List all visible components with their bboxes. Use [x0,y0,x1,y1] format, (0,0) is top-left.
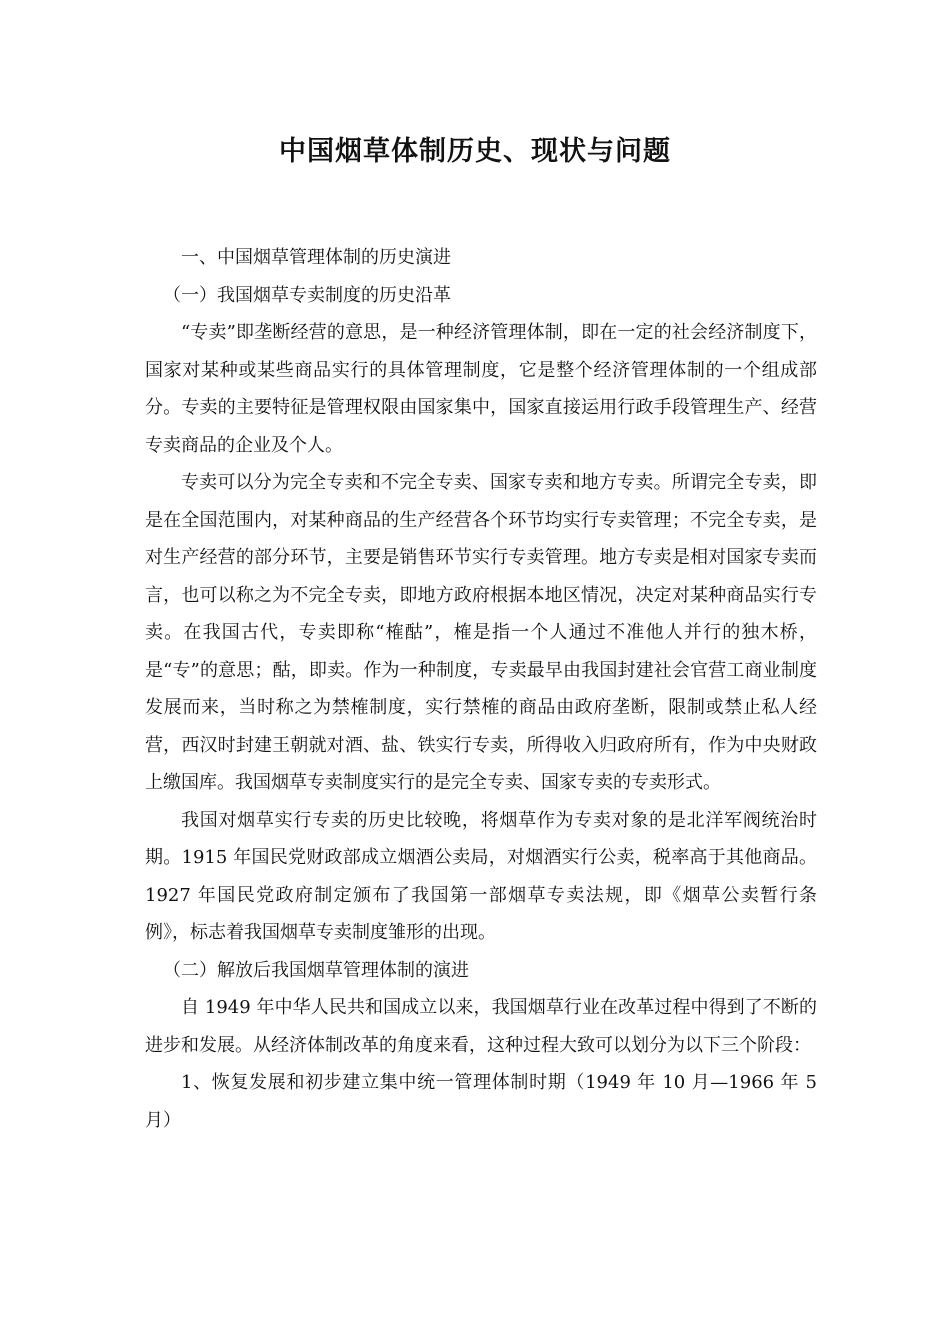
body-paragraph: 我国对烟草实行专卖的历史比较晚，将烟草作为专卖对象的是北洋军阀统治时期。1915 年国民党财政部成立烟酒公卖局，对烟酒实行公卖，税率高于其他商品。1927 年国民党政府制定颁布了我国第一部烟草专卖法规，即《烟草公卖暂行条例》，标志着我国烟草专卖制度雏形的出现。 [145,809,817,943]
body-paragraph: 1、恢复发展和初步建立集中统一管理体制时期（1949 年 10 月—1966 年 5 月） [145,1072,817,1131]
subsection-heading: （一）我国烟草专卖制度的历史沿革 [163,284,451,306]
document-body [145,239,817,1139]
document-title: 中国烟草体制历史、现状与问题 [279,136,671,167]
body-paragraph: 专卖可以分为完全专卖和不完全专卖、国家专卖和地方专卖。所谓完全专卖，即是在全国范围内，对某种商品的生产经营各个环节均实行专卖管理；不完全专卖，是对生产经营的部分环节，主要是销售环节实行专卖管理。地方专卖是相对国家专卖而言，也可以称之为不完全专卖，即地方政府根据本地区情况，决定对某种商品实行专卖。在我国古代，专卖即称“榷酤”，榷是指一个人通过不准他人并行的独木桥，是“专”的意思；酤，即卖。作为一种制度，专卖最早由我国封建社会官营工商业制度发展而来，当时称之为禁榷制度，实行禁榷的商品由政府垄断，限制或禁止私人经营，西汉时封建王朝就对酒、盐、铁实行专卖，所得收入归政府所有，作为中央财政上缴国库。我国烟草专卖制度实行的是完全专卖、国家专卖的专卖形式。 [145,472,817,793]
body-paragraph: 自 1949 年中华人民共和国成立以来，我国烟草行业在改革过程中得到了不断的进步和发展。从经济体制改革的角度来看，这种过程大致可以划分为以下三个阶段： [145,997,817,1056]
body-paragraph: “专卖”即垄断经营的意思，是一种经济管理体制，即在一定的社会经济制度下，国家对某种或某些商品实行的具体管理制度，它是整个经济管理体制的一个组成部分。专卖的主要特征是管理权限由国家集中，国家直接运用行政手段管理生产、经营专卖商品的企业及个人。 [145,322,817,456]
section-heading: 一、中国烟草管理体制的历史演进 [181,247,451,268]
subsection-heading: （二）解放后我国烟草管理体制的演进 [163,959,469,981]
